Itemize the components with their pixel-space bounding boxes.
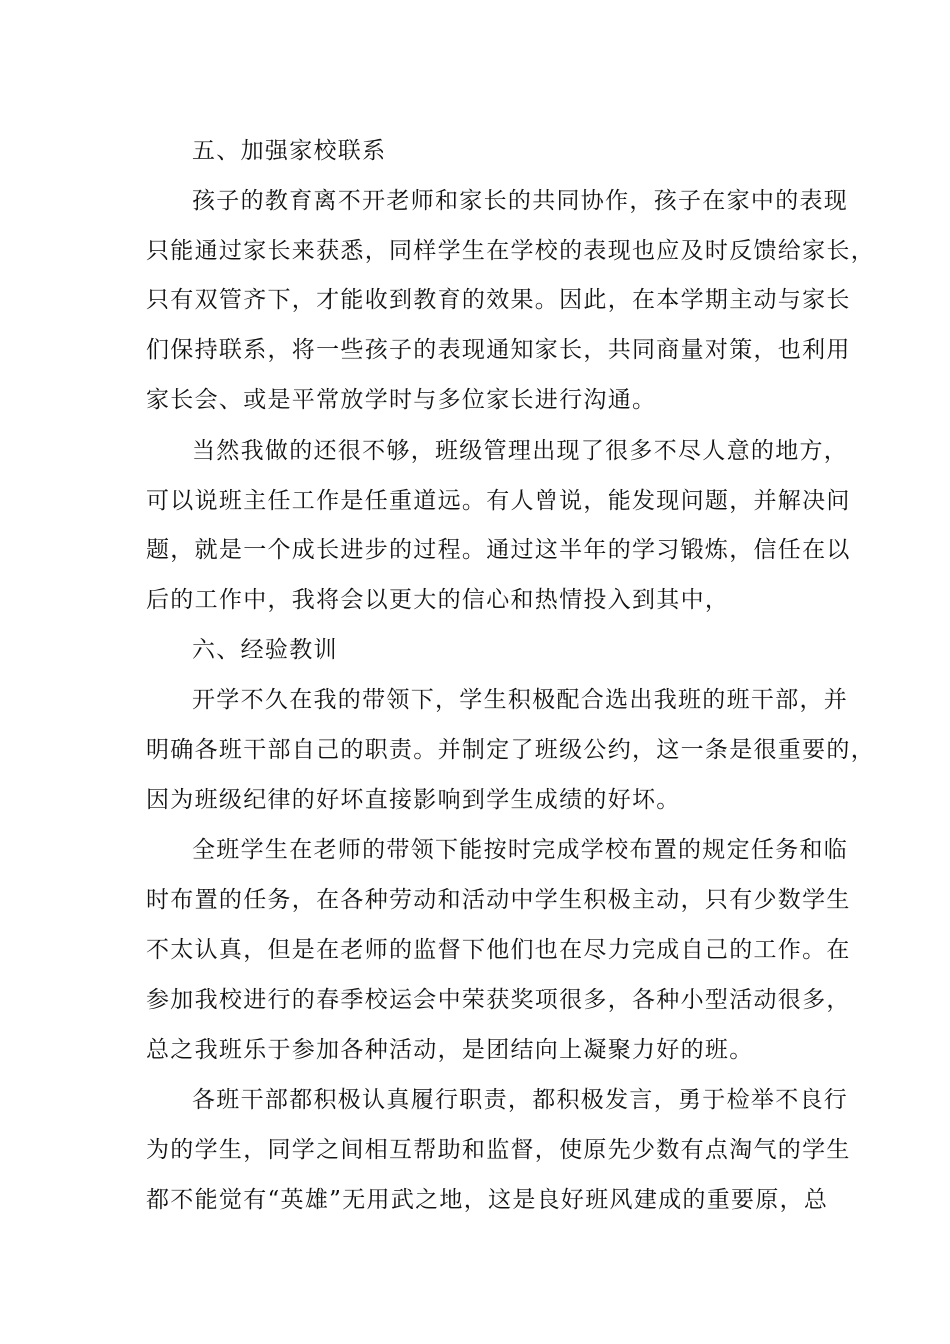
paragraph-line: 家长会、或是平常放学时与多位家长进行沟通。: [146, 387, 657, 413]
section-heading-6: 六、经验教训: [192, 637, 338, 663]
paragraph-line: 孩子的教育离不开老师和家长的共同协作，孩子在家中的表现: [192, 188, 849, 214]
paragraph-line: 因为班级纪律的好坏直接影响到学生成绩的好坏。: [146, 787, 681, 813]
paragraph-line: 后的工作中，我将会以更大的信心和热情投入到其中，: [146, 587, 730, 613]
paragraph-line: 不太认真，但是在老师的监督下他们也在尽力完成自己的工作。在: [146, 937, 851, 963]
paragraph-line: 总之我班乐于参加各种活动，是团结向上凝聚力好的班。: [146, 1037, 754, 1063]
paragraph-line: 题，就是一个成长进步的过程。通过这半年的学习锻炼，信任在以: [146, 537, 851, 563]
paragraph-line: 都不能觉有“英雄”无用武之地，这是良好班风建成的重要原，总: [146, 1187, 829, 1213]
paragraph-line: 只有双管齐下，才能收到教育的效果。因此，在本学期主动与家长: [146, 287, 851, 313]
paragraph-line: 只能通过家长来获悉，同样学生在学校的表现也应及时反馈给家长，: [146, 238, 875, 264]
paragraph-line: 为的学生，同学之间相互帮助和监督，使原先少数有点淘气的学生: [146, 1137, 851, 1163]
paragraph-line: 时布置的任务，在各种劳动和活动中学生积极主动，只有少数学生: [146, 887, 851, 913]
paragraph-line: 全班学生在老师的带领下能按时完成学校布置的规定任务和临: [192, 837, 849, 863]
paragraph-line: 参加我校进行的春季校运会中荣获奖项很多，各种小型活动很多，: [146, 987, 851, 1013]
paragraph-line: 们保持联系，将一些孩子的表现通知家长，共同商量对策，也利用: [146, 337, 851, 363]
paragraph-line: 各班干部都积极认真履行职责，都积极发言，勇于检举不良行: [192, 1087, 849, 1113]
paragraph-line: 当然我做的还很不够，班级管理出现了很多不尽人意的地方，: [192, 438, 849, 464]
paragraph-line: 可以说班主任工作是任重道远。有人曾说，能发现问题，并解决问: [146, 488, 851, 514]
paragraph-line: 明确各班干部自己的职责。并制定了班级公约，这一条是很重要的，: [146, 737, 875, 763]
paragraph-line: 开学不久在我的带领下，学生积极配合选出我班的班干部，并: [192, 687, 849, 713]
section-heading-5: 五、加强家校联系: [192, 138, 387, 164]
